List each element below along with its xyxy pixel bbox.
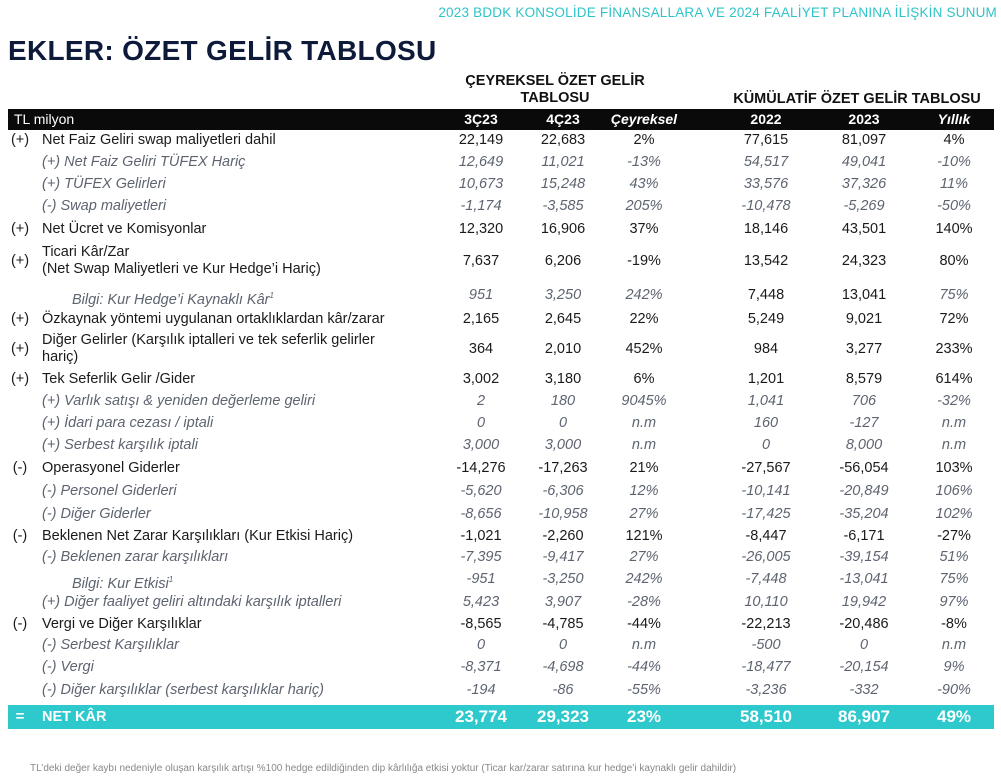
row-label: NET KÂR xyxy=(42,709,107,725)
cell-value: 3,000 xyxy=(544,437,582,453)
cell-value: 0 xyxy=(859,637,869,653)
col-header-2023: 2023 xyxy=(848,111,880,127)
cell-value: 23% xyxy=(626,707,662,726)
cell-value: -90% xyxy=(937,682,971,698)
row-label-text: (+) TÜFEX Gelirleri xyxy=(42,176,166,192)
cell-value: 140% xyxy=(935,221,973,237)
row-label xyxy=(42,244,321,278)
cell-value: -1,174 xyxy=(460,198,502,214)
cell-value: -32% xyxy=(937,393,971,409)
row-label xyxy=(72,287,274,309)
col-header-2022: 2022 xyxy=(750,111,782,127)
cell-value: 21% xyxy=(629,460,659,476)
cell-value: -56,054 xyxy=(839,460,889,476)
row-label xyxy=(42,393,315,410)
cell-value: 1,041 xyxy=(747,393,785,409)
cell-value: 0 xyxy=(558,415,568,431)
cell-value: -3,236 xyxy=(745,682,787,698)
cell-value: 3,002 xyxy=(462,371,500,387)
cell-value: 43% xyxy=(629,176,659,192)
cell-value: 242% xyxy=(625,571,663,587)
cell-value: 75% xyxy=(939,571,969,587)
row-sign: (+) xyxy=(10,371,30,387)
cell-value: -20,154 xyxy=(839,659,889,675)
row-label-text: Vergi ve Diğer Karşılıklar xyxy=(42,616,202,632)
cell-value: -500 xyxy=(751,637,781,653)
cell-value: n.m xyxy=(941,637,967,653)
cell-value: 2 xyxy=(476,393,486,409)
cell-value: 11,021 xyxy=(541,154,585,170)
row-label xyxy=(42,332,375,366)
cell-value: -44% xyxy=(627,659,661,675)
quarterly-group-heading: ÇEYREKSEL ÖZET GELİR TABLOSU xyxy=(465,73,645,106)
cell-value: 51% xyxy=(939,549,969,565)
cell-value: 452% xyxy=(625,341,663,357)
cell-value: 27% xyxy=(629,549,659,565)
row-label xyxy=(72,571,173,593)
cell-value: 18,146 xyxy=(743,221,789,237)
cell-value: -44% xyxy=(627,616,661,632)
cell-value: 5,249 xyxy=(747,311,785,327)
row-sign: (-) xyxy=(12,460,28,476)
row-label-text: (-) Personel Giderleri xyxy=(42,483,177,499)
col-header-3q23: 3Ç23 xyxy=(464,111,498,127)
row-label xyxy=(42,221,206,238)
cell-value: 7,448 xyxy=(747,287,785,303)
cell-value: -1,021 xyxy=(460,528,502,544)
cell-value: -5,620 xyxy=(460,483,502,499)
cell-value: 33,576 xyxy=(743,176,789,192)
cell-value: 13,041 xyxy=(841,287,887,303)
net-profit-row xyxy=(8,705,994,729)
cell-value: -10% xyxy=(937,154,971,170)
row-sign: = xyxy=(15,708,25,725)
row-label xyxy=(42,594,341,611)
row-label-text: (+) Serbest karşılık iptali xyxy=(42,437,198,453)
cell-value: 6% xyxy=(633,371,655,387)
cell-value: -3,585 xyxy=(542,198,584,214)
row-label-continuation: hariç) xyxy=(42,349,79,365)
cell-value: 0 xyxy=(558,637,568,653)
cell-value: 22% xyxy=(629,311,659,327)
cell-value: -26,005 xyxy=(741,549,791,565)
cell-value: -20,486 xyxy=(839,616,889,632)
cell-value: -8% xyxy=(941,616,967,632)
row-label-text: (-) Swap maliyetleri xyxy=(42,198,167,214)
unit-label: TL milyon xyxy=(14,111,75,127)
cell-value: 19,942 xyxy=(841,594,887,610)
cell-value: -8,447 xyxy=(745,528,787,544)
row-label xyxy=(42,637,179,654)
cell-value: -27,567 xyxy=(741,460,791,476)
row-label-text: (+) Varlık satışı & yeniden değerleme geliri xyxy=(42,393,316,409)
cell-value: 12,649 xyxy=(458,154,504,170)
cell-value: 1,201 xyxy=(747,371,785,387)
cell-value: 58,510 xyxy=(740,707,792,726)
row-label-text: Beklenen Net Zarar Karşılıkları (Kur Etkisi Hariç) xyxy=(42,528,354,544)
cell-value: -13% xyxy=(627,154,661,170)
cell-value: 22,149 xyxy=(458,132,504,148)
cell-value: 2,645 xyxy=(544,311,582,327)
col-header-4q23: 4Ç23 xyxy=(546,111,580,127)
row-label xyxy=(42,437,198,454)
cell-value: 5,423 xyxy=(462,594,500,610)
row-label xyxy=(42,506,151,523)
cell-value: 106% xyxy=(935,483,973,499)
row-sign: (+) xyxy=(10,132,30,148)
cell-value: 0 xyxy=(476,637,486,653)
row-label-text: Net Faiz Geliri swap maliyetleri dahil xyxy=(42,132,276,148)
cell-value: -8,371 xyxy=(460,659,502,675)
row-label-text: (-) Beklenen zarar karşılıkları xyxy=(42,549,229,565)
cell-value: 3,000 xyxy=(462,437,500,453)
cell-value: 9045% xyxy=(621,393,667,409)
row-sign: (+) xyxy=(10,221,30,237)
cell-value: 233% xyxy=(935,341,973,357)
cell-value: -5,269 xyxy=(843,198,885,214)
cell-value: -8,656 xyxy=(460,506,502,522)
cell-value: 3,277 xyxy=(845,341,883,357)
row-sign: (-) xyxy=(12,528,28,544)
cell-value: n.m xyxy=(941,437,967,453)
cell-value: 12% xyxy=(629,483,659,499)
cell-value: 2% xyxy=(633,132,655,148)
cell-value: -127 xyxy=(849,415,879,431)
cell-value: -4,698 xyxy=(542,659,584,675)
cell-value: -10,141 xyxy=(741,483,791,499)
cell-value: 72% xyxy=(939,311,969,327)
cell-value: -194 xyxy=(466,682,496,698)
cell-value: 13,542 xyxy=(743,253,789,269)
cell-value: 2,165 xyxy=(462,311,500,327)
cell-value: 6,206 xyxy=(544,253,582,269)
cell-value: -10,478 xyxy=(741,198,791,214)
row-label-text: (+) Diğer faaliyet geliri altındaki karşılık iptalleri xyxy=(42,594,342,610)
row-label-text: Diğer Gelirler (Karşılık iptalleri ve tek seferlik gelirler xyxy=(42,332,375,348)
cell-value: -35,204 xyxy=(839,506,889,522)
col-header-annual-change: Yıllık xyxy=(937,111,971,127)
cell-value: 4% xyxy=(943,132,965,148)
cell-value: 49,041 xyxy=(841,154,887,170)
cell-value: 205% xyxy=(625,198,663,214)
cell-value: 77,615 xyxy=(743,132,789,148)
cell-value: 11% xyxy=(940,176,968,192)
cell-value: 49% xyxy=(936,707,972,726)
row-label xyxy=(42,483,177,500)
cell-value: n.m xyxy=(631,415,657,431)
cell-value: 8,579 xyxy=(845,371,883,387)
cell-value: -8,565 xyxy=(460,616,502,632)
cell-value: n.m xyxy=(941,415,967,431)
row-label-text: (-) Vergi xyxy=(42,659,94,675)
presentation-banner: 2023 BDDK KONSOLİDE FİNANSALLARA VE 2024 FAALİYET PLANINA İLİŞKİN SUNUM xyxy=(438,5,997,20)
cell-value: -14,276 xyxy=(456,460,506,476)
footnote: TL’deki değer kaybı nedeniyle oluşan karşılık artışı %100 hedge edildiğinden dip kârlılığa etkisi yoktur (Ticar kar/zarar satırına kur hedge’i kaynaklı gelir dahildir) xyxy=(30,763,737,774)
row-label-text: (-) Diğer Giderler xyxy=(42,506,151,522)
cell-value: 29,323 xyxy=(537,707,589,726)
row-label xyxy=(42,415,213,432)
cell-value: -18,477 xyxy=(741,659,791,675)
row-label xyxy=(42,682,324,699)
cell-value: -28% xyxy=(627,594,661,610)
cell-value: 102% xyxy=(935,506,973,522)
row-label-text: Operasyonel Giderler xyxy=(42,460,180,476)
cell-value: -10,958 xyxy=(538,506,588,522)
cell-value: -20,849 xyxy=(839,483,889,499)
cell-value: -4,785 xyxy=(542,616,584,632)
cell-value: -27% xyxy=(937,528,971,544)
row-label xyxy=(42,132,276,149)
cell-value: 86,907 xyxy=(838,707,890,726)
cell-value: -951 xyxy=(466,571,496,587)
footnote-marker: 1 xyxy=(168,575,174,584)
cell-value: -55% xyxy=(627,682,661,698)
cell-value: 9,021 xyxy=(845,311,883,327)
row-label-text: (+) Net Faiz Geliri TÜFEX Hariç xyxy=(42,154,246,170)
cell-value: 22,683 xyxy=(540,132,586,148)
row-label xyxy=(42,528,353,545)
col-header-quarterly-change: Çeyreksel xyxy=(610,111,678,127)
row-label xyxy=(42,659,94,676)
page-title: EKLER: ÖZET GELİR TABLOSU xyxy=(8,35,437,66)
cell-value: 15,248 xyxy=(540,176,586,192)
row-label-text: Ticari Kâr/Zar xyxy=(42,244,130,260)
cell-value: 24,323 xyxy=(841,253,887,269)
cell-value: 10,110 xyxy=(744,594,788,610)
cell-value: n.m xyxy=(631,437,657,453)
cell-value: 951 xyxy=(468,287,494,303)
cell-value: -7,395 xyxy=(460,549,502,565)
cell-value: -6,171 xyxy=(843,528,885,544)
cell-value: 614% xyxy=(935,371,973,387)
row-label xyxy=(42,154,245,171)
row-label-text: (-) Diğer karşılıklar (serbest karşılıklar hariç) xyxy=(42,682,324,698)
cell-value: -22,213 xyxy=(741,616,791,632)
cell-value: 706 xyxy=(851,393,877,409)
row-label xyxy=(42,549,228,566)
row-label-continuation: (Net Swap Maliyetleri ve Kur Hedge’i Hariç) xyxy=(42,261,321,277)
cell-value: -2,260 xyxy=(542,528,584,544)
cell-value: 180 xyxy=(550,393,576,409)
cell-value: 2,010 xyxy=(544,341,582,357)
row-label-text: Bilgi: Kur Etkisi xyxy=(72,575,169,592)
footnote-marker: 1 xyxy=(269,291,274,300)
row-sign: (+) xyxy=(10,253,30,269)
row-label-text: Tek Seferlik Gelir /Gider xyxy=(42,371,196,387)
cell-value: -3,250 xyxy=(542,571,584,587)
cumulative-group-heading: KÜMÜLATİF ÖZET GELİR TABLOSU xyxy=(733,91,981,107)
cell-value: 23,774 xyxy=(455,707,507,726)
row-label xyxy=(42,460,180,477)
row-sign: (+) xyxy=(10,311,30,327)
cell-value: 3,907 xyxy=(544,594,582,610)
cell-value: 103% xyxy=(935,460,973,476)
row-label xyxy=(42,616,202,633)
row-label-text: Bilgi: Kur Hedge’i Kaynaklı Kâr xyxy=(72,291,270,308)
cell-value: 242% xyxy=(625,287,663,303)
cell-value: 3,250 xyxy=(544,287,582,303)
cell-value: 27% xyxy=(629,506,659,522)
cell-value: 3,180 xyxy=(544,371,582,387)
row-sign: (-) xyxy=(12,616,28,632)
row-label-text: (-) Serbest Karşılıklar xyxy=(42,637,179,653)
cell-value: 37% xyxy=(629,221,659,237)
cell-value: 984 xyxy=(753,341,779,357)
row-label xyxy=(42,198,166,215)
cell-value: 9% xyxy=(943,659,965,675)
cell-value: 8,000 xyxy=(845,437,883,453)
cell-value: 160 xyxy=(753,415,779,431)
row-label-text: Özkaynak yöntemi uygulanan ortaklıklardan kâr/zarar xyxy=(42,311,385,327)
table-header xyxy=(8,109,994,130)
cell-value: -332 xyxy=(849,682,879,698)
cell-value: -17,263 xyxy=(538,460,588,476)
cell-value: -19% xyxy=(627,253,661,269)
cell-value: -13,041 xyxy=(839,571,889,587)
cell-value: -17,425 xyxy=(741,506,791,522)
cell-value: 364 xyxy=(468,341,494,357)
cell-value: 37,326 xyxy=(841,176,887,192)
row-label xyxy=(42,311,385,328)
cell-value: 0 xyxy=(476,415,486,431)
cell-value: 12,320 xyxy=(458,221,504,237)
cell-value: 54,517 xyxy=(743,154,789,170)
row-label xyxy=(42,176,166,193)
cell-value: -86 xyxy=(552,682,574,698)
cell-value: -6,306 xyxy=(542,483,584,499)
cell-value: 80% xyxy=(939,253,969,269)
cell-value: -50% xyxy=(937,198,971,214)
cell-value: 16,906 xyxy=(540,221,586,237)
cell-value: 75% xyxy=(939,287,969,303)
cell-value: -9,417 xyxy=(542,549,584,565)
cell-value: 97% xyxy=(939,594,969,610)
cell-value: 0 xyxy=(761,437,771,453)
cell-value: 81,097 xyxy=(841,132,887,148)
cell-value: 7,637 xyxy=(462,253,500,269)
row-label-text: Net Ücret ve Komisyonlar xyxy=(42,221,207,237)
cell-value: n.m xyxy=(631,637,657,653)
row-label-text: (+) İdari para cezası / iptali xyxy=(42,415,214,431)
cell-value: -39,154 xyxy=(839,549,889,565)
cell-value: 10,673 xyxy=(458,176,504,192)
row-sign: (+) xyxy=(10,341,30,357)
cell-value: 43,501 xyxy=(841,221,887,237)
row-label xyxy=(42,371,195,388)
cell-value: 121% xyxy=(625,528,663,544)
cell-value: -7,448 xyxy=(745,571,787,587)
